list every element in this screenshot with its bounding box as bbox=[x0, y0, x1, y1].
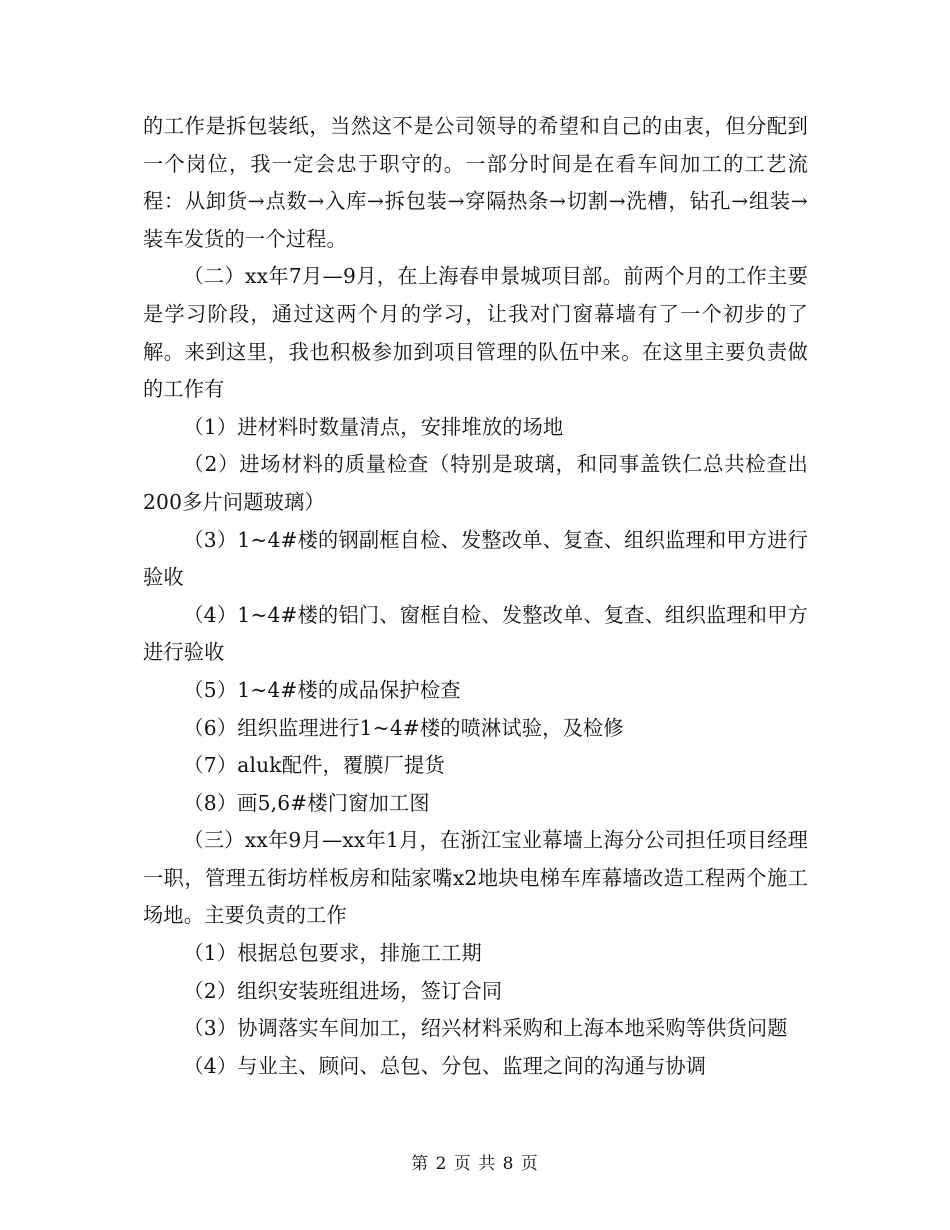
list-item: （4）与业主、顾问、总包、分包、监理之间的沟通与协调 bbox=[183, 1053, 707, 1078]
paragraph-section-two: （二）xx年7月—9月，在上海春申景城项目部。前两个月的工作主要是学习阶段，通过这两个月的学习，让我对门窗幕墙有了一个初步的了解。来到这里，我也积极参加到项目管理的队伍中来。在这里主要负责做的工作有 bbox=[143, 264, 808, 402]
list-item: （5）1~4#楼的成品保护检查 bbox=[183, 677, 461, 702]
list-item: （6）组织监理进行1~4#楼的喷淋试验，及检修 bbox=[183, 715, 624, 740]
list-item: （2）进场材料的质量检查（特别是玻璃，和同事盖铁仁总共检查出200多片问题玻璃） bbox=[143, 452, 808, 514]
document-body bbox=[143, 108, 808, 1085]
paragraph-continuation: 的工作是拆包装纸，当然这不是公司领导的希望和自己的由衷，但分配到一个岗位，我一定会忠于职守的。一部分时间是在看车间加工的工艺流程：从卸货→点数→入库→拆包装→穿隔热条→切割→洗槽，钻孔→组装→装车发货的一个过程。 bbox=[143, 114, 808, 251]
paragraph-section-three: （三）xx年9月—xx年1月，在浙江宝业幕墙上海分公司担任项目经理一职，管理五街坊样板房和陆家嘴x2地块电梯车库幕墙改造工程两个施工场地。主要负责的工作 bbox=[143, 828, 808, 928]
list-item: （8）画5,6#楼门窗加工图 bbox=[183, 790, 430, 815]
list-item: （4）1~4#楼的铝门、窗框自检、发整改单、复查、组织监理和甲方进行验收 bbox=[143, 602, 808, 665]
list-item: （1）进材料时数量清点，安排堆放的场地 bbox=[183, 414, 564, 439]
list-item: （3）1~4#楼的钢副框自检、发整改单、复查、组织监理和甲方进行验收 bbox=[143, 527, 808, 590]
page-footer: 第 2 页 共 8 页 bbox=[411, 1154, 539, 1174]
list-item: （1）根据总包要求，排施工工期 bbox=[183, 941, 482, 966]
list-item: （7）aluk配件，覆膜厂提货 bbox=[183, 753, 445, 778]
list-item: （3）协调落实车间加工，绍兴材料采购和上海本地采购等供货问题 bbox=[183, 1016, 788, 1041]
list-item: （2）组织安装班组进场，签订合同 bbox=[183, 978, 503, 1003]
